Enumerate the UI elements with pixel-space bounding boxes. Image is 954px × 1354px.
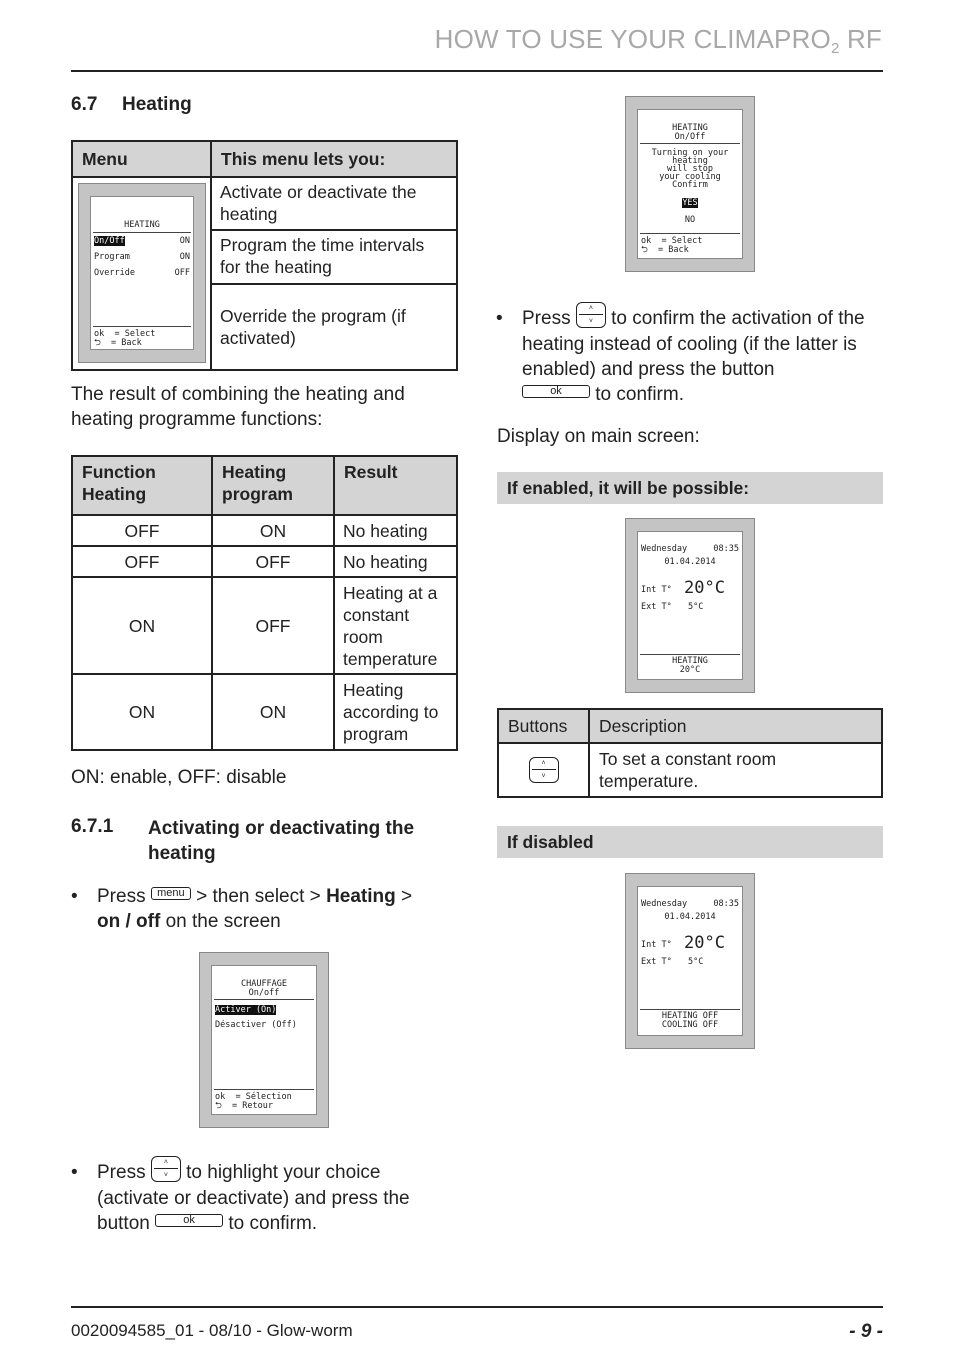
menu-row-1: Activate or deactivate the heating (211, 177, 457, 230)
menu-desc-col-header: This menu lets you: (211, 141, 457, 177)
up-down-arrow-icon: ˄ ˅ (529, 757, 559, 783)
table-row: ON ON Heating according to program (72, 674, 457, 750)
footer-doc-id: 0020094585_01 - 08/10 - Glow-worm (71, 1321, 353, 1340)
section-title: Heating (122, 94, 192, 115)
main-screen-enabled: Wednesday 08:35 01.04.2014 Int T° 20°C Ext T° 5°C HEATING 20°C (625, 518, 755, 693)
table-row: OFF OFF No heating (72, 546, 457, 577)
table-row: OFF ON No heating (72, 515, 457, 546)
button-icon-cell (498, 743, 589, 797)
header-rule (71, 70, 883, 72)
function-heating-header: Function Heating (72, 456, 212, 515)
description-col-header: Description (589, 709, 882, 743)
buttons-table (497, 708, 883, 798)
disabled-bar: If disabled (497, 826, 883, 858)
result-intro: The result of combining the heating and heating programme functions: (71, 384, 405, 430)
menu-row-2: Program the time intervals for the heating (211, 230, 457, 284)
activation-screen: CHAUFFAGE On/off Activer (On) Désactiver (Off) ok = Sélection ⮌ = Retour (199, 952, 329, 1128)
footer-rule (71, 1306, 883, 1308)
menu-table (71, 140, 458, 371)
running-header: HOW TO USE YOUR $CLIMAPRO_2$ RF (434, 24, 882, 57)
button-description: To set a constant room temperature. (589, 743, 882, 797)
heating-program-header: Heating program (212, 456, 334, 515)
confirm-screen: HEATING On/Off Turning on your heating will stop your cooling Confirm YES NO ok = Select ⮌ = Back (625, 96, 755, 272)
table-row: ON OFF Heating at a constant room temperature (72, 577, 457, 674)
menu-screen-cell (72, 177, 211, 370)
buttons-col-header: Buttons (498, 709, 589, 743)
step-3: • Press ˄ ˅ to confirm the activation of the heating instead of cooling (if the latter is enabled) and press the button ok to confirm. (522, 306, 884, 407)
main-screen-disabled: Wednesday 08:35 01.04.2014 Int T° 20°C Ext T° 5°C HEATING OFF COOLING OFF (625, 873, 755, 1049)
subsection-number: 6.7.1 (71, 816, 114, 837)
step-1: • Press menu > then select > Heating > on / off on the screen (71, 886, 413, 932)
on-off-legend: ON: enable, OFF: disable (71, 767, 287, 788)
ok-key-icon: ok (155, 1214, 223, 1227)
enabled-bar: If enabled, it will be possible: (497, 472, 883, 504)
menu-col-header: Menu (72, 141, 211, 177)
ok-key-icon: ok (522, 385, 590, 398)
result-header: Result (334, 456, 457, 515)
menu-key-icon: menu (151, 887, 191, 900)
function-table (71, 455, 458, 751)
step-2: • Press ˄ ˅ to highlight your choice (activate or deactivate) and press the button ok to confirm. (97, 1160, 457, 1236)
up-down-arrow-icon: ˄ ˅ (576, 302, 606, 328)
page-number: - 9 - (849, 1321, 883, 1342)
menu-row-3: Override the program (if activated) (211, 284, 457, 370)
display-main-label: Display on main screen: (497, 426, 700, 447)
subsection-title: Activating or deactivating the heating (148, 818, 415, 864)
heating-menu-screen: HEATING On/Off ON Program ON Override OFF ok = Select ⮌ = Back (78, 183, 206, 363)
section-number: 6.7 (71, 94, 98, 115)
up-down-arrow-icon: ˄ ˅ (151, 1156, 181, 1182)
